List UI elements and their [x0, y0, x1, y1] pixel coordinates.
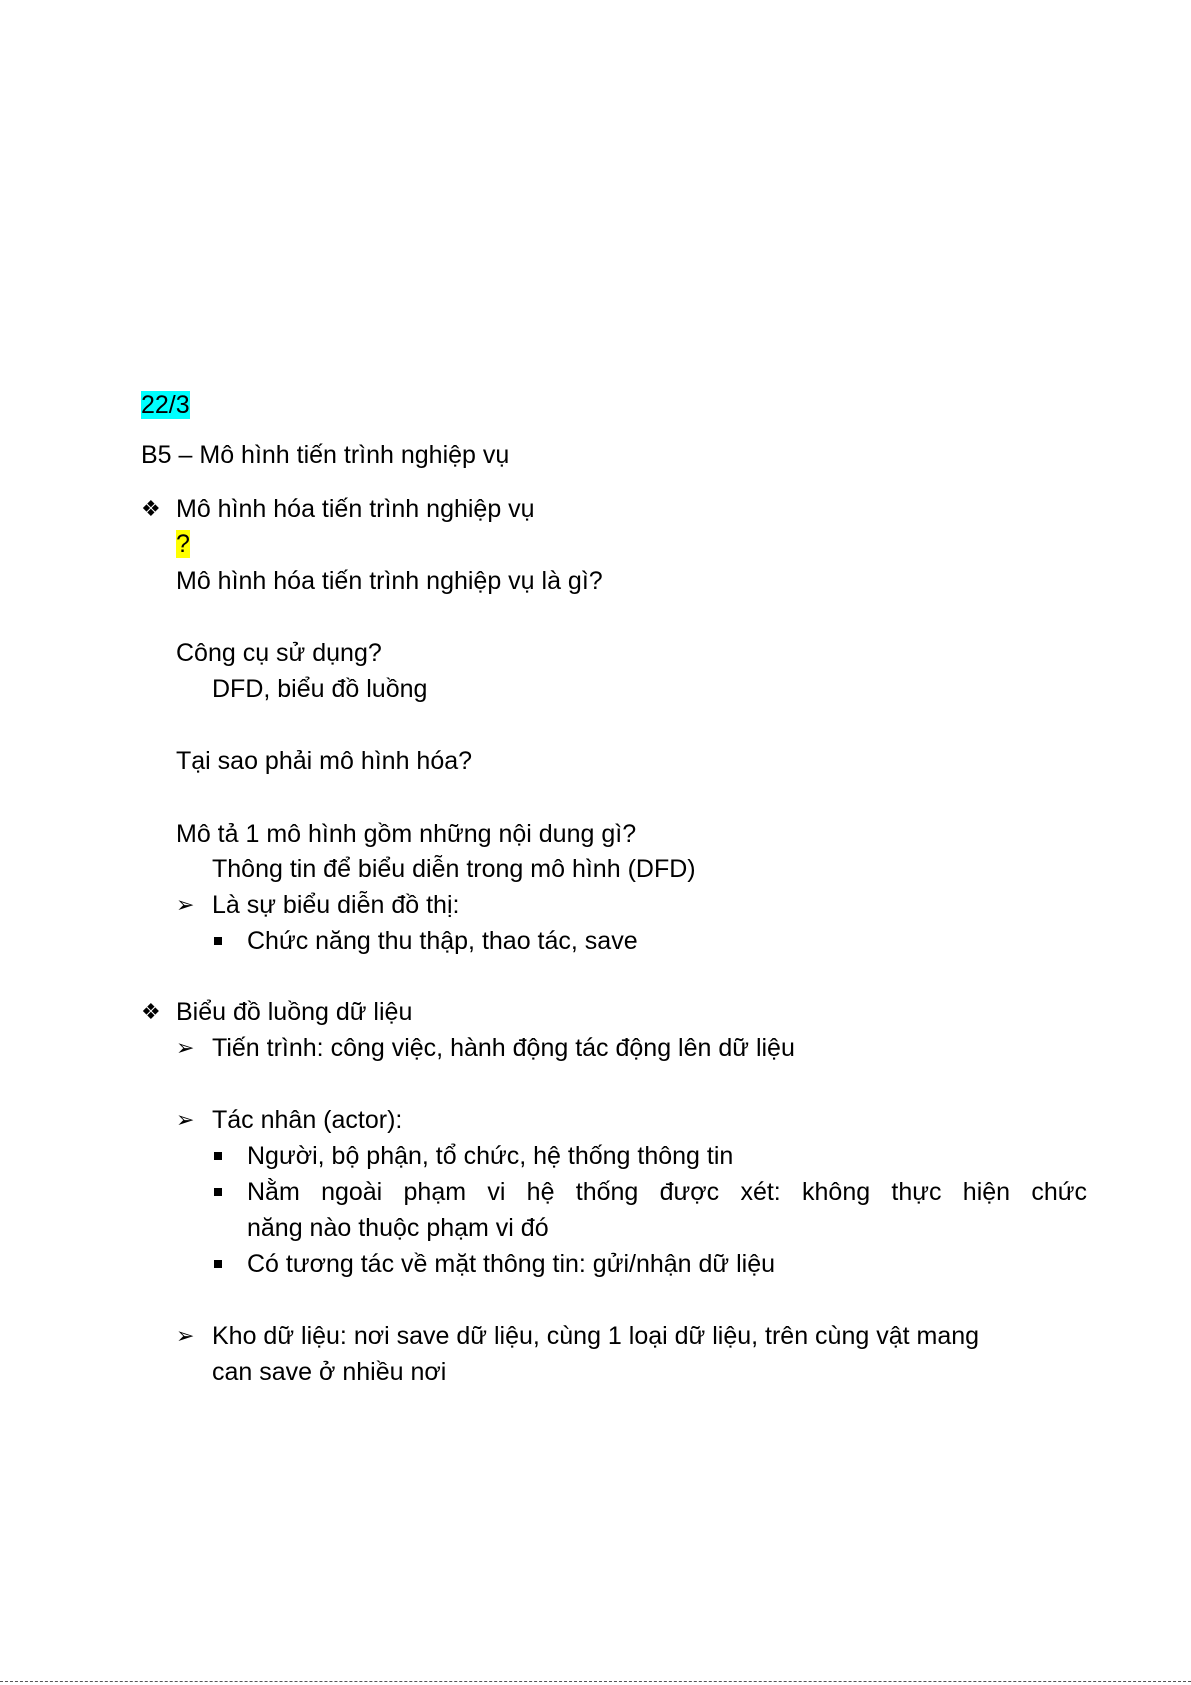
actor-item: Tác nhân (actor): [212, 1106, 403, 1134]
answer-4: Thông tin để biểu diễn trong mô hình (DFD) [212, 855, 696, 883]
question-3: Tại sao phải mô hình hóa? [176, 747, 473, 775]
actor-point: Nằm ngoài phạm vi hệ thống được xét: không thực hiện chức [247, 1178, 1087, 1206]
actor-point-continuation: năng nào thuộc phạm vi đó [247, 1214, 549, 1242]
graph-representation-item: Là sự biểu diễn đồ thị: [212, 891, 460, 919]
question-2: Công cụ sử dụng? [176, 639, 382, 667]
question-4: Mô tả 1 mô hình gồm những nội dung gì? [176, 820, 637, 848]
section1-heading: Mô hình hóa tiến trình nghiệp vụ [176, 495, 535, 523]
square-bullet-icon [214, 1260, 222, 1268]
actor-point: Có tương tác về mặt thông tin: gửi/nhận dữ liệu [247, 1250, 776, 1278]
diamond-bullet-icon: ❖ [141, 999, 161, 1024]
arrow-bullet-icon: ➢ [176, 1323, 195, 1348]
data-store-item-continuation: can save ở nhiều nơi [212, 1358, 447, 1386]
page-bottom-rule [0, 1681, 1191, 1682]
section2-heading: Biểu đồ luồng dữ liệu [176, 998, 413, 1026]
answer-2: DFD, biểu đồ luồng [212, 675, 428, 703]
square-bullet-icon [214, 937, 222, 945]
question-1: Mô hình hóa tiến trình nghiệp vụ là gì? [176, 567, 603, 595]
arrow-bullet-icon: ➢ [176, 1035, 195, 1060]
actor-point: Người, bộ phận, tổ chức, hệ thống thông tin [247, 1142, 734, 1170]
functions-item: Chức năng thu thập, thao tác, save [247, 927, 638, 955]
arrow-bullet-icon: ➢ [176, 1107, 195, 1132]
process-item: Tiến trình: công việc, hành động tác động lên dữ liệu [212, 1034, 795, 1062]
arrow-bullet-icon: ➢ [176, 892, 195, 917]
section-title: B5 – Mô hình tiến trình nghiệp vụ [141, 441, 510, 469]
square-bullet-icon [214, 1152, 222, 1160]
data-store-item: Kho dữ liệu: nơi save dữ liệu, cùng 1 loại dữ liệu, trên cùng vật mang [212, 1322, 980, 1350]
square-bullet-icon [214, 1188, 222, 1196]
question-mark: ? [176, 530, 190, 558]
date-label: 22/3 [141, 391, 190, 419]
diamond-bullet-icon: ❖ [141, 496, 161, 521]
